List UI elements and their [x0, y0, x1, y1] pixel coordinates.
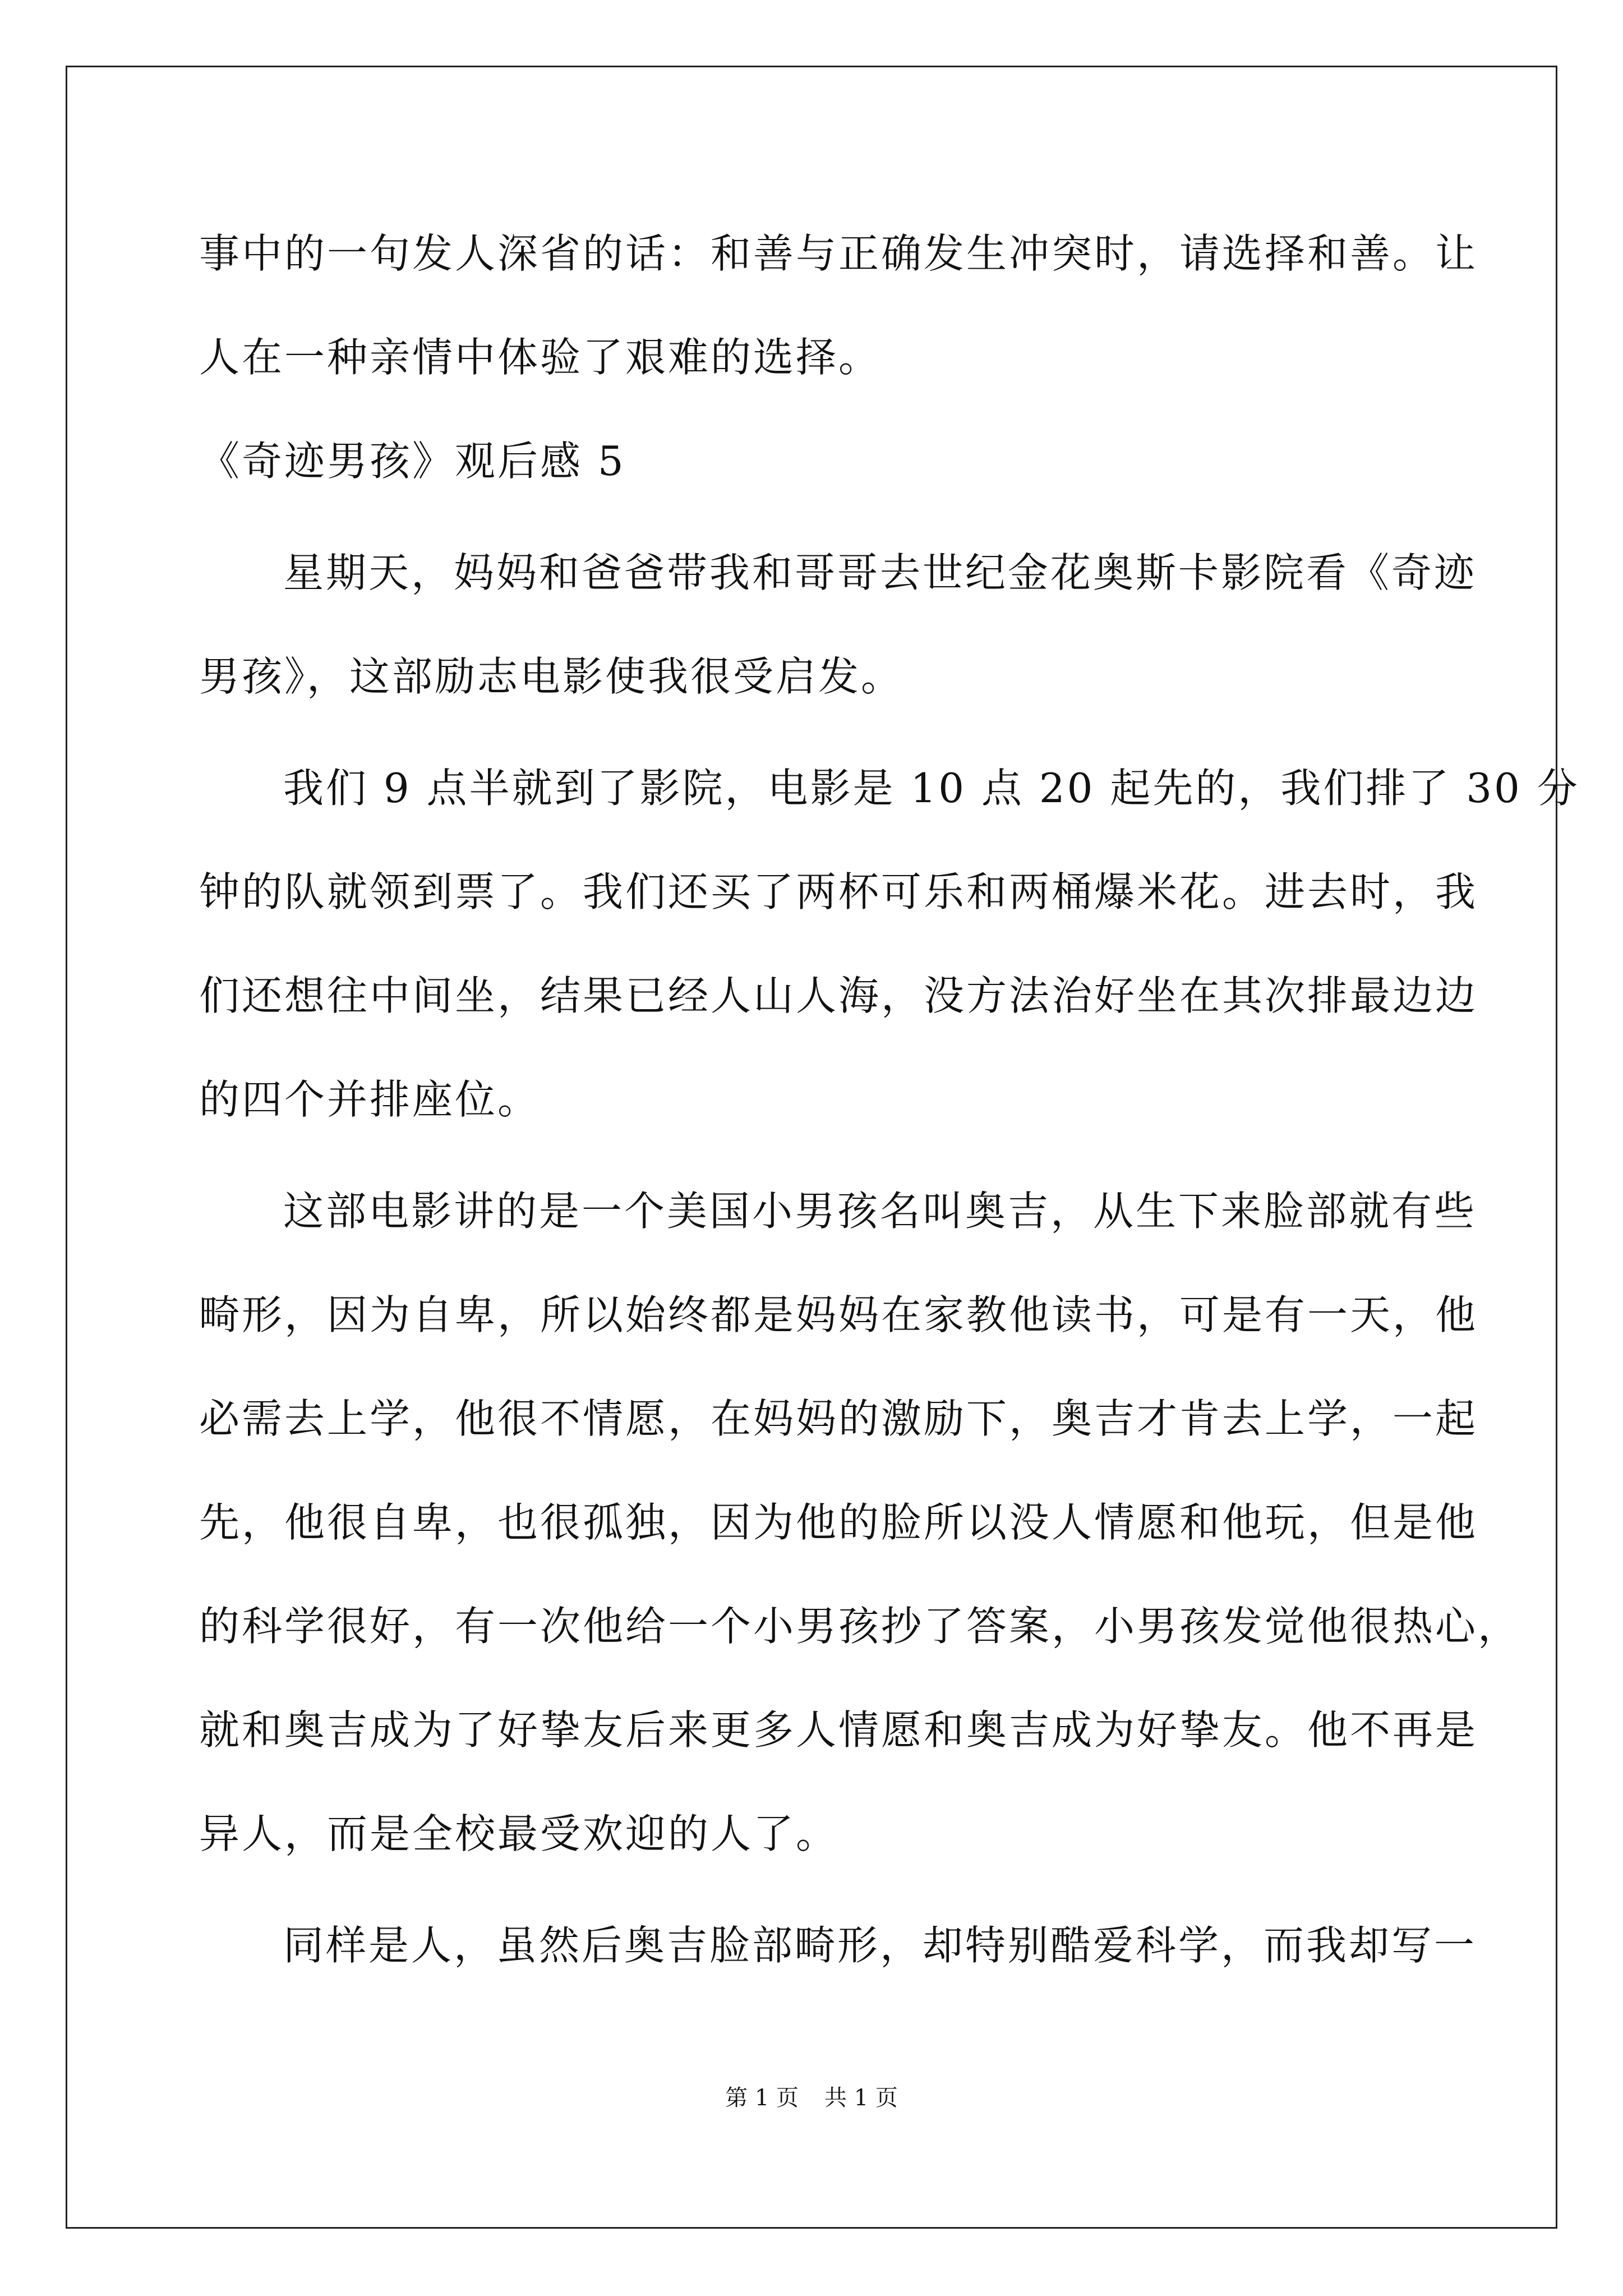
text-line: 这部电影讲的是一个美国小男孩名叫奥吉，从生下来脸部就有些	[283, 1188, 1477, 1235]
text-line: 星期天，妈妈和爸爸带我和哥哥去世纪金花奥斯卡影院看《奇迹	[283, 549, 1477, 596]
text-line: 事中的一句发人深省的话：和善与正确发生冲突时，请选择和善。让	[199, 230, 1478, 277]
text-line: 们还想往中间坐，结果已经人山人海，没方法治好坐在其次排最边边	[199, 972, 1478, 1019]
text-line: 男孩》，这部励志电影使我很受启发。	[199, 653, 904, 700]
page-total: 共 1 页	[824, 2085, 898, 2111]
text-line: 的四个并排座位。	[199, 1076, 541, 1123]
text-line: 就和奥吉成为了好挚友后来更多人情愿和奥吉成为好挚友。他不再是	[199, 1706, 1478, 1754]
text-line: 的科学很好，有一次他给一个小男孩抄了答案，小男孩发觉他很热心，	[199, 1603, 1521, 1650]
text-line: 钟的队就领到票了。我们还买了两杯可乐和两桶爆米花。进去时，我	[199, 868, 1478, 915]
page-number: 第 1 页	[725, 2085, 799, 2111]
text-line: 人在一种亲情中体验了艰难的选择。	[199, 334, 882, 381]
text-line: 异人，而是全校最受欢迎的人了。	[199, 1810, 839, 1857]
page-border	[66, 66, 1580, 2229]
page-footer	[0, 2087, 1623, 2109]
text-line: 必需去上学，他很不情愿，在妈妈的激励下，奥吉才肯去上学，一起	[199, 1395, 1478, 1442]
section-heading: 《奇迹男孩》观后感 5	[199, 438, 626, 485]
text-line: 同样是人，虽然后奥吉脸部畸形，却特别酷爱科学，而我却写一	[283, 1922, 1477, 1969]
text-line: 畸形，因为自卑，所以始终都是妈妈在家教他读书，可是有一天，他	[199, 1291, 1478, 1338]
text-line: 我们 9 点半就到了影院，电影是 10 点 20 起先的，我们排了 30 分	[283, 765, 1580, 812]
text-line: 先，他很自卑，也很孤独，因为他的脸所以没人情愿和他玩，但是他	[199, 1499, 1478, 1546]
